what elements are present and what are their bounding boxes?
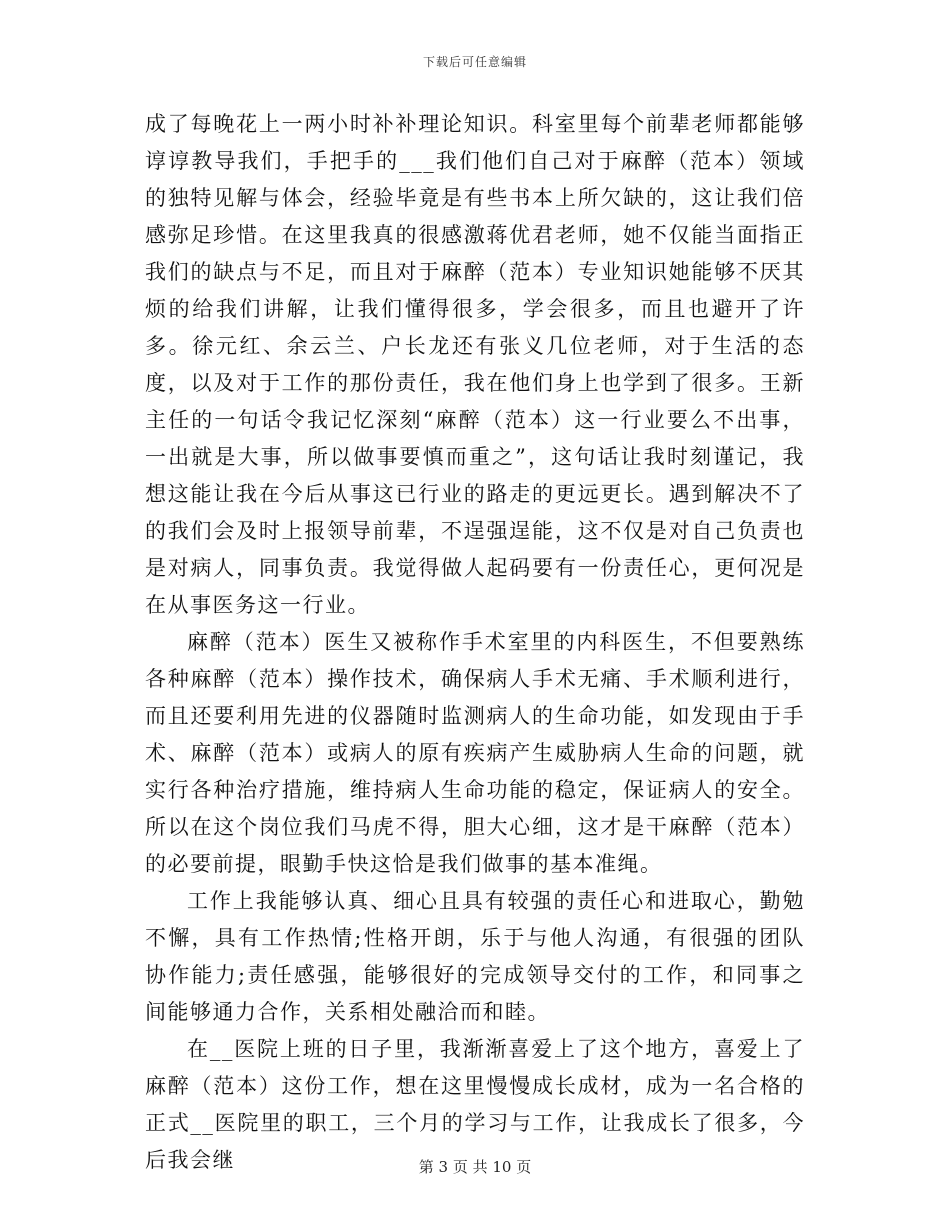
paragraph-1: 成了每晚花上一两小时补补理论知识。科室里每个前辈老师都能够谆谆教导我们，手把手的___我们他们自己对于麻醉（范本）领域的独特见解与体会，经验毕竟是有些书本上所欠缺的，这让我们倍感弥足珍惜。在这里我真的很感激蒋优君老师，她不仅能当面指正我们的缺点与不足，而且对于麻醉（范本）专业知识她能够不厌其烦的给我们讲解，让我们懂得很多，学会很多，而且也避开了许多。徐元红、余云兰、户长龙还有张义几位老师，对于生活的态度，以及对于工作的那份责任，我在他们身上也学到了很多。王新主任的一句话令我记忆深刻“麻醉（范本）这一行业要么不出事，一出就是大事，所以做事要慎而重之”，这句话让我时刻谨记，我想这能让我在今后从事这已行业的路走的更远更长。遇到解决不了的我们会及时上报领导前辈，不逞强逞能，这不仅是对自己负责也是对病人，同事负责。我觉得做人起码要有一份责任心，更何况是在从事医务这一行业。 [145, 112, 805, 617]
paragraph-3: 工作上我能够认真、细心且具有较强的责任心和进取心，勤勉不懈，具有工作热情;性格开朗，乐于与他人沟通，有很强的团队协作能力;责任感强，能够很好的完成领导交付的工作，和同事之间能够通力合作，关系相处融洽而和睦。 [145, 889, 805, 1024]
document-body [145, 106, 805, 1179]
page-header: 下载后可任意编辑 [422, 55, 527, 69]
paragraph-4: 在__医院上班的日子里，我渐渐喜爱上了这个地方，喜爱上了麻醉（范本）这份工作，想在这里慢慢成长成材，成为一名合格的正式__医院里的职工，三个月的学习与工作，让我成长了很多，今后我会继 [145, 1037, 805, 1172]
paragraph-2: 麻醉（范本）医生又被称作手术室里的内科医生，不但要熟练各种麻醉（范本）操作技术，确保病人手术无痛、手术顺利进行，而且还要利用先进的仪器随时监测病人的生命功能，如发现由于手术、麻醉（范本）或病人的原有疾病产生威胁病人生命的问题，就实行各种治疗措施，维持病人生命功能的稳定，保证病人的安全。所以在这个岗位我们马虎不得，胆大心细，这才是干麻醉（范本）的必要前提，眼勤手快这恰是我们做事的基本准绳。 [145, 630, 805, 876]
page-footer: 第 3 页 共 10 页 [418, 1158, 532, 1176]
